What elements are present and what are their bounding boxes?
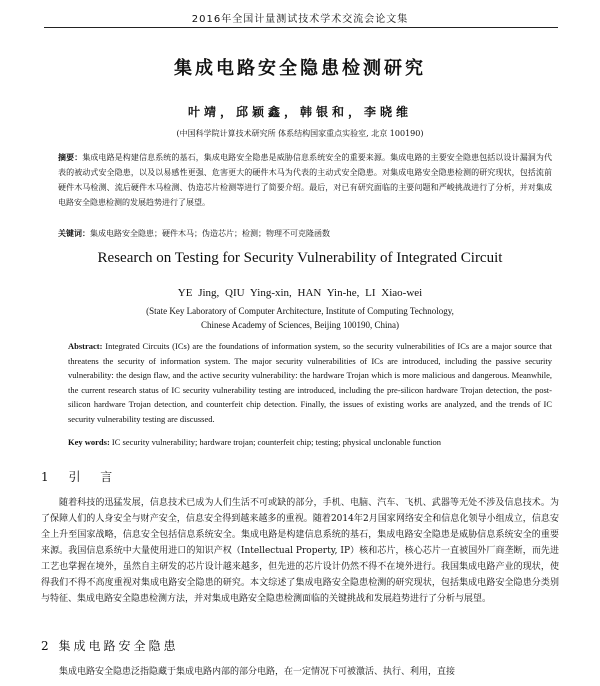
cn-keywords-text: 集成电路安全隐患；硬件木马；伪造芯片；检测；物理不可克隆函数 [90,229,330,238]
section2-body: 集成电路安全隐患泛指隐藏于集成电路内部的部分电路，在一定情况下可被激活、执行、利用，直接 [59,667,456,677]
section1-body: 随着科技的迅猛发展，信息技术已成为人们生活不可或缺的部分，手机、电脑、汽车、飞机、武器等无处不涉及信息技术。为了保障人们的人身安全与财产安全，信息安全得到越来越多的重视。随着2014年2月国家网络安全和信息化领导小组成立，信息安全上升至国家战略，信息安全包括信息系统安全。集成电路是构建信息系统的基石，集成电路安全隐患是威胁信息系统安全的重要来源。我国信息系统中大量使用进口的知识产权（Intellectual Property, IP）核和芯片，核心芯片一直被国外厂商垄断，而先进工艺也掌握在境外，虽然自主研发的芯片设计越来越多，但先进的芯片设计仍然不得不在境外进行。我国集成电路产业的现状，使得我们不得不高度重视对集成电路安全隐患的研究。本文综述了集成电路安全隐患检测的研究现状，包括集成电路安全隐患分类别与特征、集成电路安全隐患检测方法，并对集成电路安全隐患检测面临的关键挑战和发展趋势进行了分析与展望。 [41,498,559,604]
cn-keywords [58,228,552,239]
en-keywords-label: Key words: [68,437,110,447]
en-authors: YE Jing, QIU Ying-xin, HAN Yin-he, LI Xiao-wei [177,287,423,299]
en-title: Research on Testing for Security Vulnerability of Integrated Circuit [97,250,503,266]
section2-heading: 2 集成电路安全隐患 [41,639,179,653]
en-affiliation-line2: Chinese Academy of Sciences, Beijing 100190, China) [201,320,399,330]
cn-affiliation: (中国科学院计算技术研究所 体系结构国家重点实验室, 北京 100190) [176,129,424,138]
section1-heading: 1 引 言 [41,470,121,484]
en-affiliation [0,304,600,332]
en-abstract-label: Abstract: [68,341,103,351]
en-abstract-text: Integrated Circuits (ICs) are the foundations of information system, so the security vulnerabilities of ICs are a major source that threatens the security of information system. The major security vulnerabilities of ICs are introduced, including the passive security vulnerability: the design flaw, and the active security vulnerability: the hardware Trojan which is more malicious and dangerous. Meanwhile, the current research status of IC security vulnerability testing are introduced, including the pre-silicon hardware Trojan detection, the post-silicon hardware Trojan detection, and counterfeit chip detection. Finally, the issues of existing works are analyzed, and the trends of IC security vulnerability testing are discussed. [68,341,552,424]
cn-title: 集成电路安全隐患检测研究 [174,58,426,79]
cn-keywords-label: 关键词： [58,229,90,238]
en-keywords [68,437,552,447]
cn-abstract-text: 集成电路是构建信息系统的基石，集成电路安全隐患是威胁信息系统安全的重要来源。集成电路的主要安全隐患包括以设计漏洞为代表的被动式安全隐患，以及以易感性更强、危害更大的硬件木马为代表的主动式安全隐患。对集成电路安全隐患检测的研究现状，包括流前硬件木马检测、流后硬件木马检测、伪造芯片检测等进行了简要介绍。最后，对已有研究面临的主要问题和严峻挑战进行了分析，并对集成电路安全隐患检测的发展趋势进行了展望。 [58,153,553,207]
en-abstract [68,339,552,426]
en-affiliation-line1: (State Key Laboratory of Computer Architecture, Institute of Computing Technology, [146,306,454,316]
cn-abstract [58,150,552,210]
header-rule [44,27,558,28]
cn-authors: 叶靖，邱颖鑫，韩银和，李晓维 [187,105,412,119]
running-header: 2016年全国计量测试技术学术交流会论文集 [191,14,409,25]
cn-abstract-label: 摘要： [58,153,83,162]
en-keywords-text: IC security vulnerability; hardware trojan; counterfeit chip; testing; physical unclonable function [111,437,441,447]
